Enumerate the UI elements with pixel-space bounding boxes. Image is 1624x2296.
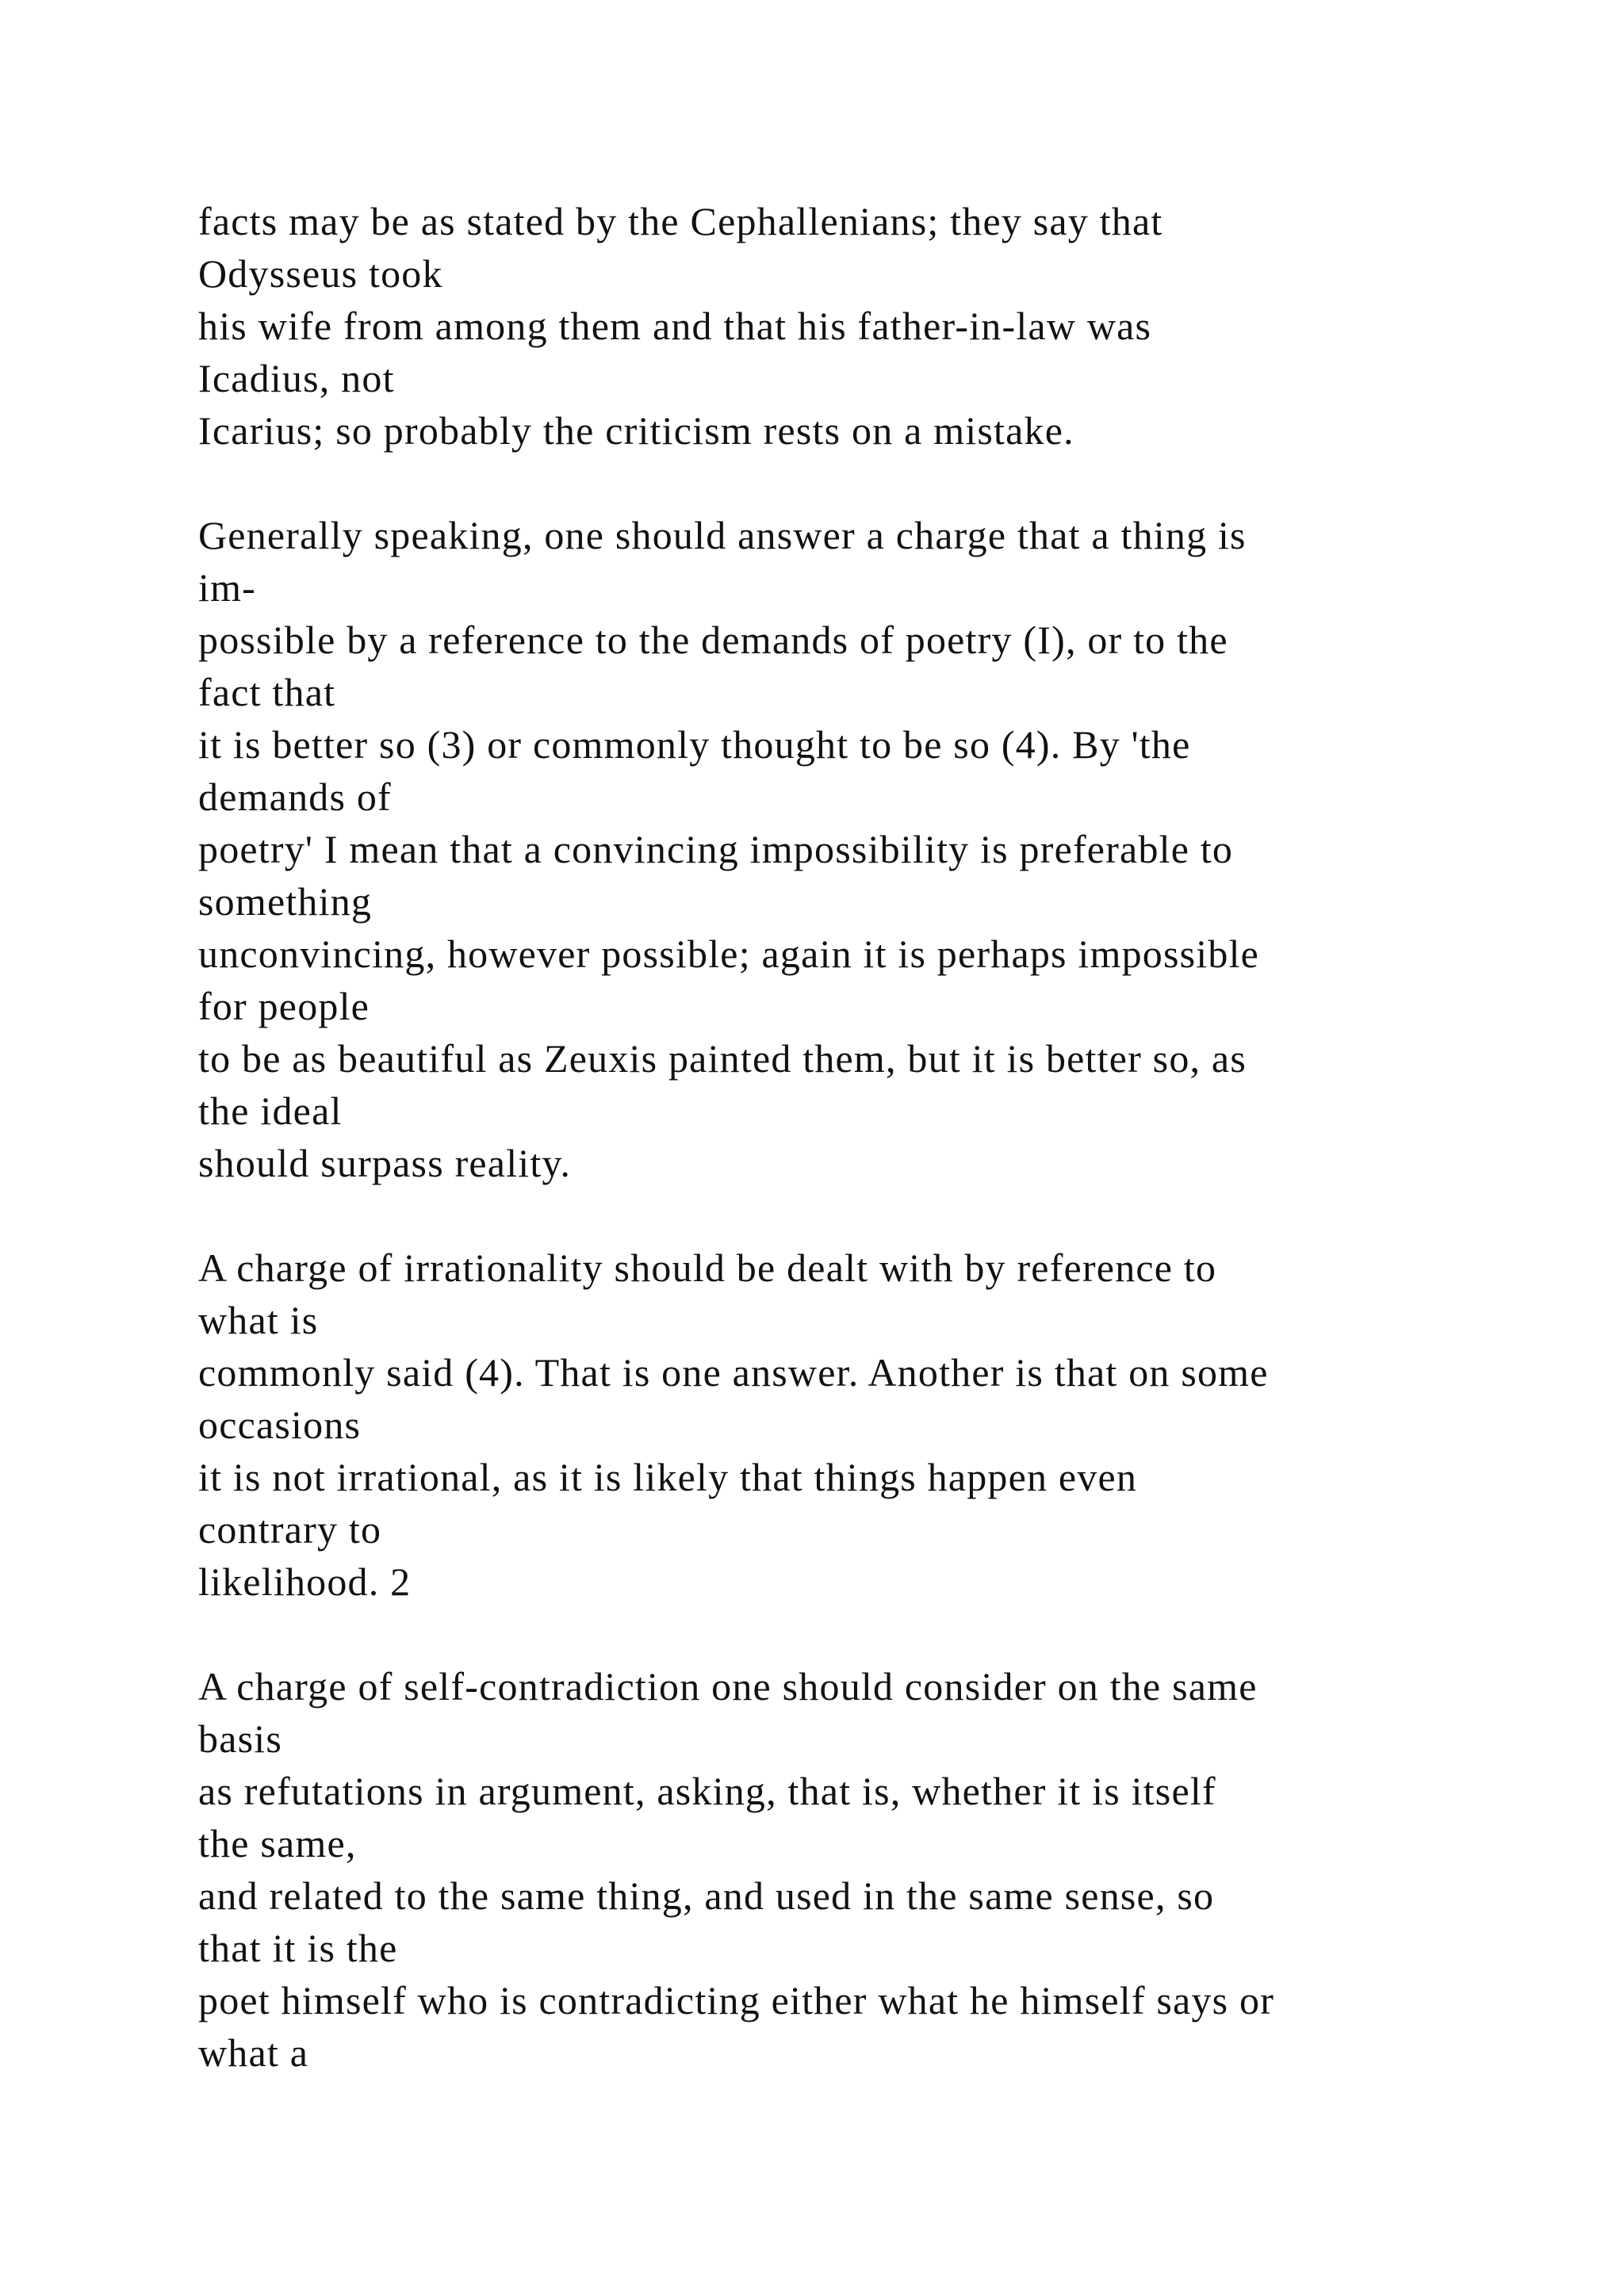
text-line: to be as beautiful as Zeuxis painted them, but it is better so, as	[198, 1036, 1247, 1081]
paragraph-2	[198, 509, 1546, 1189]
text-line: and related to the same thing, and used in the same sense, so	[198, 1873, 1215, 1918]
text-line: poet himself who is contradicting either what he himself says or	[198, 1978, 1275, 2022]
text-line: the same,	[198, 1821, 357, 1866]
text-line: what a	[198, 2030, 309, 2075]
text-line: basis	[198, 1716, 282, 1761]
text-line: it is better so (3) or commonly thought to be so (4). By 'the	[198, 722, 1191, 767]
text-line: it is not irrational, as it is likely that things happen even	[198, 1455, 1138, 1499]
text-line: poetry' I mean that a convincing impossibility is preferable to	[198, 827, 1234, 871]
text-line: contrary to	[198, 1507, 382, 1552]
text-line: Odysseus took	[198, 251, 443, 296]
text-line: A charge of irrationality should be dealt with by reference to	[198, 1246, 1217, 1290]
text-line: im-	[198, 565, 257, 610]
text-line: Icarius; so probably the criticism rests on a mistake.	[198, 408, 1074, 453]
paragraph-1	[198, 195, 1546, 457]
text-line: A charge of self-contradiction one should consider on the same	[198, 1664, 1258, 1709]
text-line: demands of	[198, 775, 392, 819]
text-line: as refutations in argument, asking, that is, whether it is itself	[198, 1769, 1216, 1813]
text-line: should surpass reality.	[198, 1141, 572, 1185]
text-line: facts may be as stated by the Cephallenians; they say that	[198, 199, 1163, 243]
text-line: occasions	[198, 1402, 362, 1447]
text-line: that it is the	[198, 1926, 398, 1970]
text-line: the ideal	[198, 1089, 343, 1133]
text-line: what is	[198, 1298, 319, 1342]
text-line: commonly said (4). That is one answer. Another is that on some	[198, 1350, 1269, 1395]
text-line: Generally speaking, one should answer a charge that a thing is	[198, 513, 1247, 557]
paragraph-4	[198, 1660, 1546, 2079]
text-line: Icadius, not	[198, 356, 395, 400]
paragraph-3	[198, 1242, 1546, 1608]
text-line: for people	[198, 984, 370, 1028]
text-line: likelihood. 2	[198, 1559, 412, 1604]
text-line: possible by a reference to the demands of poetry (I), or to the	[198, 618, 1228, 662]
text-line: his wife from among them and that his father-in-law was	[198, 304, 1152, 348]
text-line: unconvincing, however possible; again it is perhaps impossible	[198, 932, 1260, 976]
text-line: fact that	[198, 670, 336, 714]
text-line: something	[198, 879, 373, 924]
document-body	[198, 195, 1546, 2131]
